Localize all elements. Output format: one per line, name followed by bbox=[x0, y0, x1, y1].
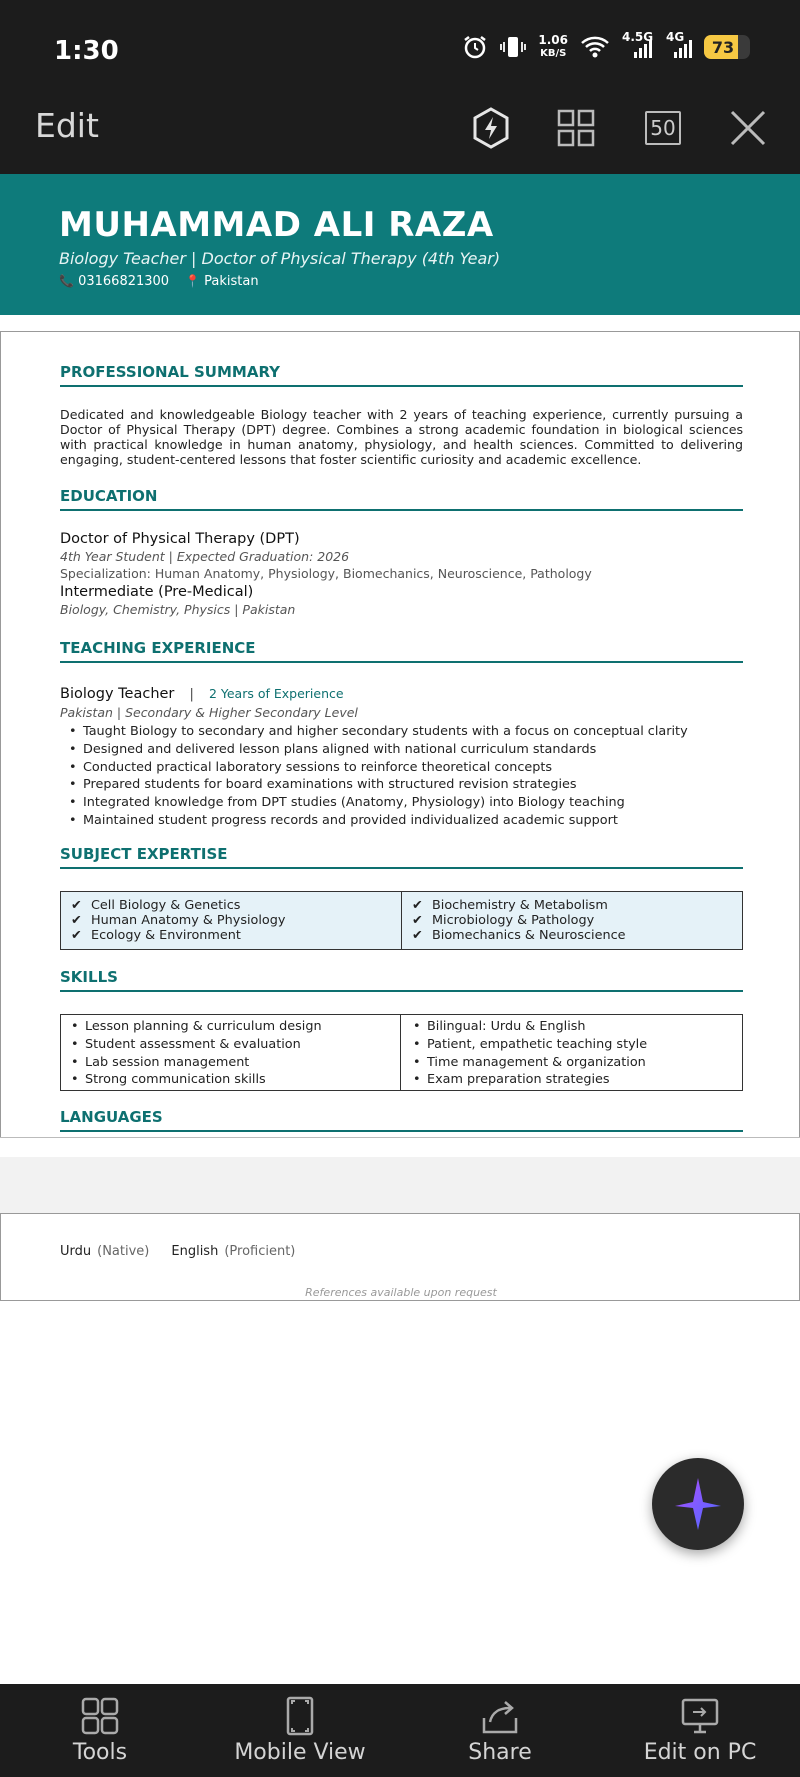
battery-icon bbox=[704, 35, 750, 59]
skills-grid bbox=[60, 1014, 743, 1091]
nav-label: Mobile View bbox=[234, 1740, 366, 1765]
nav-mobile-view[interactable] bbox=[200, 1684, 400, 1777]
references-footnote: References available upon request bbox=[305, 1286, 497, 1299]
expertise-label: Cell Biology & Genetics bbox=[91, 898, 241, 913]
expertise-item bbox=[412, 898, 732, 913]
nav-label: Tools bbox=[72, 1740, 128, 1765]
phone-contact bbox=[59, 274, 169, 289]
toolbar-title[interactable]: Edit bbox=[35, 106, 99, 145]
checkmark-icon: ✔ bbox=[71, 913, 82, 928]
job-detail: Pakistan | Secondary & Higher Secondary Level bbox=[60, 705, 358, 720]
language-level: (Proficient) bbox=[224, 1244, 296, 1259]
expertise-col-left bbox=[61, 892, 401, 949]
section-title-expertise: SUBJECT EXPERTISE bbox=[60, 845, 743, 869]
education-spec: Specialization: Human Anatomy, Physiology, Biomechanics, Neuroscience, Pathology bbox=[60, 566, 592, 581]
expertise-label: Ecology & Environment bbox=[91, 928, 241, 943]
network-type-2: 4G bbox=[666, 30, 685, 44]
list-item: • Maintained student progress records and provided individualized academic support bbox=[60, 812, 743, 830]
nav-tools[interactable] bbox=[0, 1684, 200, 1777]
job-bullets bbox=[60, 723, 743, 830]
skill-item: • Time management & organization bbox=[413, 1054, 732, 1072]
lightning-icon bbox=[471, 106, 511, 150]
checkmark-icon: ✔ bbox=[71, 928, 82, 943]
checkmark-icon: ✔ bbox=[412, 898, 423, 913]
vibrate-icon bbox=[500, 34, 526, 60]
ai-assistant-button[interactable] bbox=[652, 1458, 744, 1550]
skills-section bbox=[60, 968, 743, 1091]
location-pin-icon: 📍 bbox=[185, 274, 201, 288]
summary-text: Dedicated and knowledgeable Biology teacher with 2 years of teaching experience, currently pursuing a Doctor of Physical Therapy (DPT) degree. Combines a strong academic foundation in biological sciences with practical knowledge in human anatomy, physiology, and health sciences. Committed to delivering engaging, student-centered lessons that foster scientific curiosity and academic excellence. bbox=[60, 407, 743, 467]
lightning-button[interactable] bbox=[467, 104, 515, 152]
languages-section bbox=[60, 1108, 743, 1132]
job-title: Biology Teacher bbox=[60, 686, 175, 702]
status-time: 1:30 bbox=[54, 36, 119, 66]
location-contact bbox=[185, 274, 259, 289]
language-name: English bbox=[171, 1244, 219, 1259]
skill-item: • Student assessment & evaluation bbox=[71, 1036, 390, 1054]
skill-item: • Lesson planning & curriculum design bbox=[71, 1018, 390, 1036]
phone-number: 03166821300 bbox=[78, 274, 170, 289]
app-toolbar bbox=[0, 100, 800, 174]
experience-section bbox=[60, 639, 743, 830]
tools-icon bbox=[80, 1696, 120, 1736]
skills-col-left bbox=[61, 1015, 400, 1090]
resume-page-1 bbox=[0, 331, 800, 1137]
section-title-experience: TEACHING EXPERIENCE bbox=[60, 639, 743, 663]
page-count-button[interactable] bbox=[639, 104, 687, 152]
summary-section bbox=[60, 363, 743, 467]
language-item bbox=[171, 1244, 295, 1259]
monitor-icon bbox=[680, 1696, 720, 1736]
bottom-nav bbox=[0, 1684, 800, 1777]
expertise-item bbox=[71, 898, 391, 913]
expertise-label: Human Anatomy & Physiology bbox=[91, 913, 286, 928]
network-type-1: 4.5G bbox=[622, 30, 654, 44]
skill-item: • Patient, empathetic teaching style bbox=[413, 1036, 732, 1054]
list-item: • Conducted practical laboratory sessions to reinforce theoretical concepts bbox=[60, 759, 743, 777]
expertise-label: Biochemistry & Metabolism bbox=[432, 898, 608, 913]
nav-label: Share bbox=[468, 1740, 532, 1765]
expertise-col-right bbox=[401, 892, 742, 949]
expertise-item bbox=[71, 928, 391, 943]
job-header bbox=[60, 683, 743, 702]
nav-share[interactable] bbox=[400, 1684, 600, 1777]
education-degree: Doctor of Physical Therapy (DPT) bbox=[60, 531, 300, 547]
expertise-label: Microbiology & Pathology bbox=[432, 913, 595, 928]
languages-list bbox=[60, 1244, 295, 1259]
skills-col-right bbox=[400, 1015, 742, 1090]
skill-item: • Bilingual: Urdu & English bbox=[413, 1018, 732, 1036]
skill-item: • Strong communication skills bbox=[71, 1071, 390, 1089]
status-icons bbox=[462, 30, 750, 60]
network-speed bbox=[538, 34, 568, 60]
sparkle-icon bbox=[673, 1476, 723, 1532]
checkmark-icon: ✔ bbox=[412, 928, 423, 943]
list-item: • Prepared students for board examinations with structured revision strategies bbox=[60, 776, 743, 794]
section-title-summary: PROFESSIONAL SUMMARY bbox=[60, 363, 743, 387]
status-bar bbox=[0, 0, 800, 100]
section-title-languages: LANGUAGES bbox=[60, 1108, 743, 1132]
job-years: 2 Years of Experience bbox=[208, 686, 344, 701]
section-title-education: EDUCATION bbox=[60, 487, 743, 511]
resume-header bbox=[0, 174, 800, 315]
speed-value: 1.06 bbox=[538, 33, 568, 47]
expertise-label: Biomechanics & Neuroscience bbox=[432, 928, 626, 943]
language-item bbox=[60, 1244, 149, 1259]
education-item bbox=[60, 531, 743, 581]
nav-edit-on-pc[interactable] bbox=[600, 1684, 800, 1777]
language-level: (Native) bbox=[97, 1244, 150, 1259]
resume-page-2 bbox=[0, 1213, 800, 1301]
close-button[interactable] bbox=[724, 104, 772, 152]
education-section bbox=[60, 487, 743, 617]
signal-icon-2 bbox=[666, 30, 692, 60]
speed-unit: KB/S bbox=[540, 48, 567, 59]
expertise-section bbox=[60, 845, 743, 950]
page-gap bbox=[0, 1157, 800, 1213]
expertise-item bbox=[412, 913, 732, 928]
language-name: Urdu bbox=[60, 1244, 92, 1259]
job-separator: | bbox=[189, 687, 194, 702]
page-edge bbox=[0, 1137, 800, 1157]
section-title-skills: SKILLS bbox=[60, 968, 743, 992]
grid-view-button[interactable] bbox=[552, 104, 600, 152]
mobile-view-icon bbox=[280, 1696, 320, 1736]
grid-icon bbox=[556, 108, 596, 148]
education-detail: 4th Year Student | Expected Graduation: 2026 bbox=[60, 549, 350, 564]
expertise-grid bbox=[60, 891, 743, 950]
nav-label: Edit on PC bbox=[643, 1740, 757, 1765]
alarm-icon bbox=[462, 34, 488, 60]
education-detail: Biology, Chemistry, Physics | Pakistan bbox=[60, 602, 296, 617]
list-item: • Integrated knowledge from DPT studies (Anatomy, Physiology) into Biology teaching bbox=[60, 794, 743, 812]
education-degree: Intermediate (Pre-Medical) bbox=[60, 584, 254, 600]
list-item: • Taught Biology to secondary and higher secondary students with a focus on conceptual clarity bbox=[60, 723, 743, 741]
page-count-icon: 50 bbox=[645, 111, 681, 145]
resume-contact bbox=[59, 274, 800, 289]
signal-icon bbox=[622, 30, 654, 60]
resume-name: MUHAMMAD ALI RAZA bbox=[59, 205, 494, 245]
resume-subtitle: Biology Teacher | Doctor of Physical Therapy (4th Year) bbox=[59, 249, 501, 268]
education-item bbox=[60, 584, 743, 617]
expertise-item bbox=[412, 928, 732, 943]
list-item: • Designed and delivered lesson plans aligned with national curriculum standards bbox=[60, 741, 743, 759]
checkmark-icon: ✔ bbox=[71, 898, 82, 913]
close-icon bbox=[728, 108, 768, 148]
skill-item: • Lab session management bbox=[71, 1054, 390, 1072]
wifi-icon bbox=[580, 35, 610, 59]
share-icon bbox=[480, 1696, 520, 1736]
expertise-item bbox=[71, 913, 391, 928]
checkmark-icon: ✔ bbox=[412, 913, 423, 928]
location-text: Pakistan bbox=[204, 274, 259, 289]
battery-level: 73 bbox=[711, 37, 735, 57]
phone-icon: 📞 bbox=[59, 274, 74, 288]
skill-item: • Exam preparation strategies bbox=[413, 1071, 732, 1089]
